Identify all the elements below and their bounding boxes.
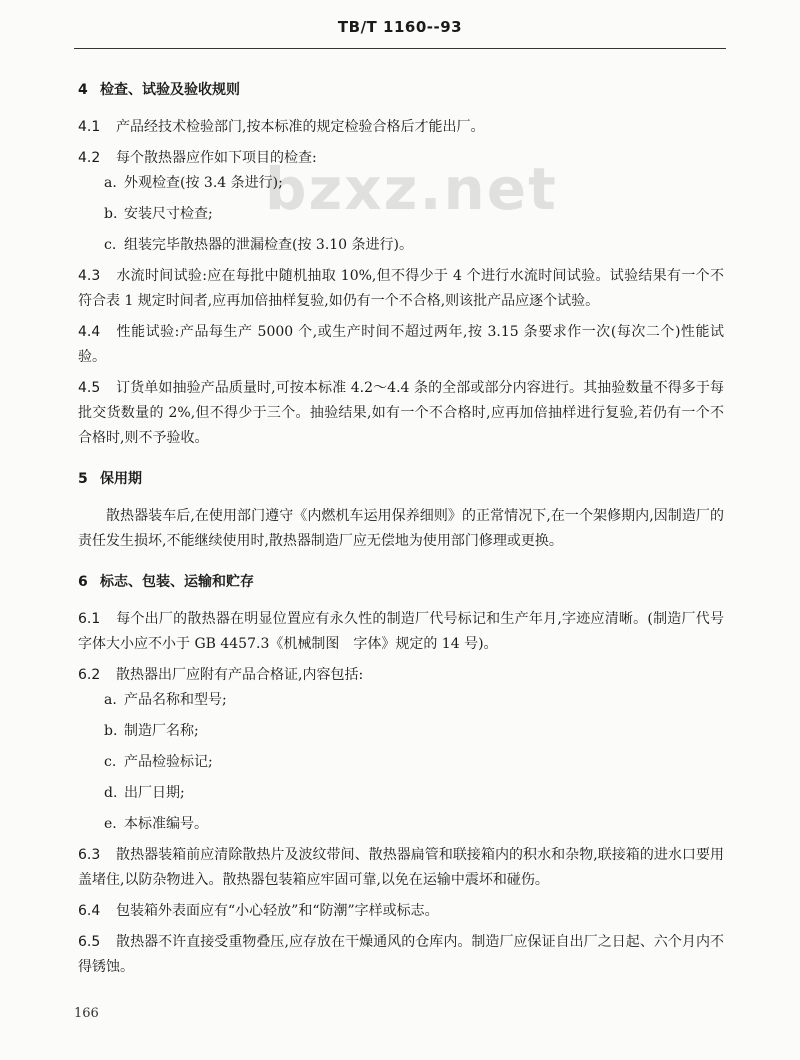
clause-number: 4.1 [78, 119, 101, 135]
clause-text: 每个出厂的散热器在明显位置应有永久性的制造厂代号标记和生产年月,字迹应清晰。(制造厂代号字体大小应不小于 GB 4457.3《机械制图 字体》规定的 14 号)。 [78, 611, 724, 652]
clause-number: 6.2 [78, 667, 101, 683]
clause-4-4 [78, 320, 724, 370]
item-letter: d. [104, 785, 118, 801]
clause-6-3 [78, 843, 724, 893]
clause-number: 6.3 [78, 847, 101, 863]
clause-4-2 [78, 146, 724, 171]
clause-number: 4.3 [78, 268, 101, 284]
clause-6-4 [78, 899, 724, 924]
watermark: bzxz.net [265, 155, 558, 223]
clause-4-5 [78, 376, 724, 451]
list-item [78, 812, 724, 837]
clause-number: 4.4 [78, 324, 101, 340]
page-number: 166 [74, 1006, 99, 1021]
item-text: 组装完毕散热器的泄漏检查(按 3.10 条进行)。 [124, 237, 413, 253]
item-letter: a. [104, 692, 117, 708]
clause-text: 散热器出厂应附有产品合格证,内容包括: [116, 667, 364, 683]
list-item [78, 202, 724, 227]
clause-text: 散热器装箱前应清除散热片及波纹带间、散热器扁管和联接箱内的积水和杂物,联接箱的进水口要用盖堵住,以防杂物进入。散热器包装箱应牢固可靠,以免在运输中震坏和碰伤。 [78, 847, 724, 888]
list-item [78, 233, 724, 258]
item-text: 安装尺寸检查; [124, 206, 213, 222]
clause-text: 散热器不许直接受重物叠压,应存放在干燥通风的仓库内。制造厂应保证自出厂之日起、六个月内不得锈蚀。 [78, 934, 724, 975]
clause-6-2 [78, 663, 724, 688]
section-number: 6 [78, 574, 88, 590]
item-text: 出厂日期; [124, 785, 185, 801]
list-item [78, 781, 724, 806]
clause-number: 4.2 [78, 150, 101, 166]
section-title: 保用期 [100, 471, 142, 487]
list-item [78, 171, 724, 196]
item-letter: b. [104, 206, 118, 222]
document-body [78, 74, 724, 980]
clause-text: 订货单如抽验产品质量时,可按本标准 4.2～4.4 条的全部或部分内容进行。其抽验数量不得多于每批交货数量的 2%,但不得少于三个。抽验结果,如有一个不合格时,应再加倍抽样进行复验,若仍有一个不合格时,则不予验收。 [78, 380, 724, 446]
standard-code: TB/T 1160--93 [337, 18, 463, 36]
clause-4-1 [78, 115, 724, 140]
header-divider [74, 48, 726, 49]
list-item [78, 688, 724, 713]
item-letter: c. [104, 754, 117, 770]
clause-number: 4.5 [78, 380, 101, 396]
clause-6-5 [78, 930, 724, 980]
item-text: 本标准编号。 [124, 816, 208, 832]
section-4-heading [78, 78, 724, 103]
section-title: 检查、试验及验收规则 [100, 82, 240, 98]
item-text: 外观检查(按 3.4 条进行); [124, 175, 283, 191]
clause-number: 6.4 [78, 903, 101, 919]
clause-6-1 [78, 607, 724, 657]
clause-number: 6.1 [78, 611, 101, 627]
clause-text: 性能试验:产品每生产 5000 个,或生产时间不超过两年,按 3.15 条要求作一次(每次二个)性能试验。 [78, 324, 724, 365]
list-item [78, 750, 724, 775]
list-item [78, 719, 724, 744]
warranty-paragraph: 散热器装车后,在使用部门遵守《内燃机车运用保养细则》的正常情况下,在一个架修期内,因制造厂的责任发生损坏,不能继续使用时,散热器制造厂应无偿地为使用部门修理或更换。 [78, 508, 724, 549]
section-6-heading [78, 570, 724, 595]
section-5-heading [78, 467, 724, 492]
clause-4-3 [78, 264, 724, 314]
item-letter: b. [104, 723, 118, 739]
clause-text: 水流时间试验:应在每批中随机抽取 10%,但不得少于 4 个进行水流时间试验。试验结果有一个不符合表 1 规定时间者,应再加倍抽样复验,如仍有一个不合格,则该批产品应逐个试验。 [78, 268, 724, 309]
item-text: 产品检验标记; [124, 754, 213, 770]
section-title: 标志、包装、运输和贮存 [100, 574, 254, 590]
clause-text: 产品经技术检验部门,按本标准的规定检验合格后才能出厂。 [116, 119, 485, 135]
clause-number: 6.5 [78, 934, 101, 950]
item-letter: a. [104, 175, 117, 191]
item-text: 产品名称和型号; [124, 692, 227, 708]
section-number: 5 [78, 471, 88, 487]
section-number: 4 [78, 82, 88, 98]
item-letter: e. [104, 816, 117, 832]
clause-text: 包装箱外表面应有“小心轻放”和“防潮”字样或标志。 [116, 903, 439, 919]
clause-text: 每个散热器应作如下项目的检查: [116, 150, 317, 166]
item-text: 制造厂名称; [124, 723, 199, 739]
item-letter: c. [104, 237, 117, 253]
